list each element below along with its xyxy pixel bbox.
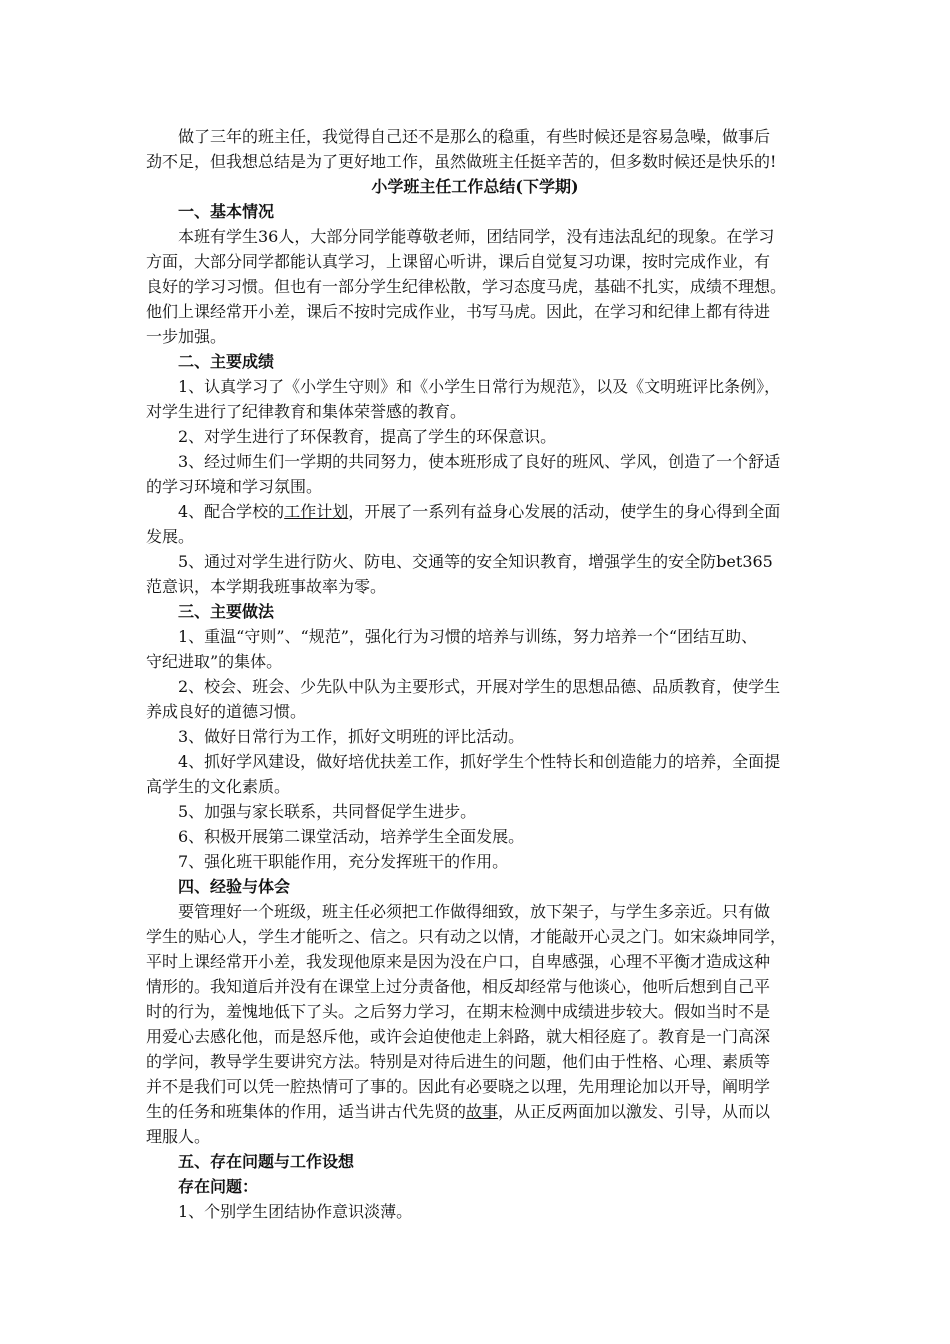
- section-2-item-5b: 范意识，本学期我班事故率为零。: [146, 577, 387, 596]
- section-4-line-9: [146, 1101, 770, 1123]
- section-4-line-5: 时的行为，羞愧地低下了头。之后努力学习，在期末检测中成绩进步较大。假如当时不是: [146, 1002, 771, 1021]
- section-4-heading: 四、经验与体会: [178, 877, 291, 896]
- section-2-item-2: 2、对学生进行了环保教育，提高了学生的环保意识。: [178, 427, 557, 446]
- section-1-line-3: 良好的学习习惯。但也有一部分学生纪律松散，学习态度马虎，基础不扎实，成绩不理想。: [146, 277, 787, 296]
- section-3-item-4a: 4、抓好学风建设，做好培优扶差工作，抓好学生个性特长和创造能力的培养，全面提: [178, 752, 781, 771]
- section-4-line-3: 平时上课经常开小差，我发现他原来是因为没在户口，自卑感强，心理不平衡才造成这种: [146, 952, 771, 971]
- section-3-item-1b: 守纪进取”的集体。: [146, 652, 283, 671]
- section-4-line-6: 用爱心去感化他，而是怒斥他，或许会迫使他走上斜路，就大相径庭了。教育是一门高深: [146, 1027, 771, 1046]
- section-3-item-5: 5、加强与家长联系，共同督促学生进步。: [178, 802, 477, 821]
- section-4-line-1: 要管理好一个班级，班主任必须把工作做得细致，放下架子，与学生多亲近。只有做: [178, 902, 771, 921]
- section-3-item-2b: 养成良好的道德习惯。: [146, 702, 307, 721]
- section-4-line-2: 学生的贴心人，学生才能听之、信之。只有动之以情，才能敲开心灵之门。如宋焱坤同学，: [146, 927, 787, 946]
- section-5-subheading: 存在问题：: [178, 1177, 259, 1196]
- section-1-line-2: 方面，大部分同学都能认真学习，上课留心听讲，课后自觉复习功课，按时完成作业，有: [146, 252, 771, 271]
- section-2-item-1a: 1、认真学习了《小学生守则》和《小学生日常行为规范》，以及《文明班评比条例》，: [178, 377, 781, 396]
- section-5-item-1: 1、个别学生团结协作意识淡薄。: [178, 1202, 413, 1221]
- section-4-line-4: 情形的。我知道后并没有在课堂上过分责备他，相反却经常与他谈心，他听后想到自己平: [146, 977, 771, 996]
- section-4-line-7: 的学问，教导学生要讲究方法。特别是对待后进生的问题，他们由于性格、心理、素质等: [146, 1052, 771, 1071]
- document-title: 小学班主任工作总结(下学期): [371, 177, 579, 196]
- section-4-line-9-post: ，从正反两面加以激发、引导，从而以: [498, 1102, 771, 1121]
- work-plan-link[interactable]: 工作计划: [284, 502, 349, 521]
- section-2-item-1b: 对学生进行了纪律教育和集体荣誉感的教育。: [146, 402, 467, 421]
- section-1-heading: 一、基本情况: [178, 202, 275, 221]
- section-3-item-3: 3、做好日常行为工作，抓好文明班的评比活动。: [178, 727, 525, 746]
- section-1-line-1: 本班有学生36人，大部分同学能尊敬老师，团结同学，没有违法乱纪的现象。在学习: [178, 227, 775, 246]
- story-link[interactable]: 故事: [466, 1102, 499, 1121]
- section-4-line-9-pre: 生的任务和班集体的作用，适当讲古代先贤的: [146, 1102, 467, 1121]
- section-1-line-4: 他们上课经常开小差，课后不按时完成作业，书写马虎。因此，在学习和纪律上都有待进: [146, 302, 771, 321]
- section-3-item-7: 7、强化班干职能作用，充分发挥班干的作用。: [178, 852, 509, 871]
- intro-line-2: 劲不足，但我想总结是为了更好地工作，虽然做班主任挺辛苦的，但多数时候还是快乐的!: [146, 152, 777, 171]
- section-5-heading: 五、存在问题与工作设想: [178, 1152, 355, 1171]
- section-2-item-4-post: ，开展了一系列有益身心发展的活动，使学生的身心得到全面: [348, 502, 781, 521]
- section-2-item-3b: 的学习环境和学习氛围。: [146, 477, 323, 496]
- section-2-item-4a: [178, 501, 780, 523]
- section-3-item-6: 6、积极开展第二课堂活动，培养学生全面发展。: [178, 827, 525, 846]
- section-3-heading: 三、主要做法: [178, 602, 275, 621]
- section-4-line-8: 并不是我们可以凭一腔热情可了事的。因此有必要晓之以理，先用理论加以开导，阐明学: [146, 1077, 771, 1096]
- section-2-item-3a: 3、经过师生们一学期的共同努力，使本班形成了良好的班风、学风，创造了一个舒适: [178, 452, 781, 471]
- section-3-item-1a: 1、重温“守则”、“规范”，强化行为习惯的培养与训练，努力培养一个“团结互助、: [178, 627, 758, 646]
- section-2-item-4-pre: 4、配合学校的: [178, 502, 285, 521]
- section-4-line-10: 理服人。: [146, 1127, 211, 1146]
- intro-line-1: 做了三年的班主任，我觉得自己还不是那么的稳重，有些时候还是容易急噪，做事后: [178, 127, 771, 146]
- section-3-item-4b: 高学生的文化素质。: [146, 777, 291, 796]
- section-2-item-4b: 发展。: [146, 527, 195, 546]
- section-1-line-5: 一步加强。: [146, 327, 227, 346]
- section-2-item-5a: 5、通过对学生进行防火、防电、交通等的安全知识教育，增强学生的安全防bet365: [178, 552, 773, 571]
- section-2-heading: 二、主要成绩: [178, 352, 275, 371]
- section-3-item-2a: 2、校会、班会、少先队中队为主要形式，开展对学生的思想品德、品质教育，使学生: [178, 677, 781, 696]
